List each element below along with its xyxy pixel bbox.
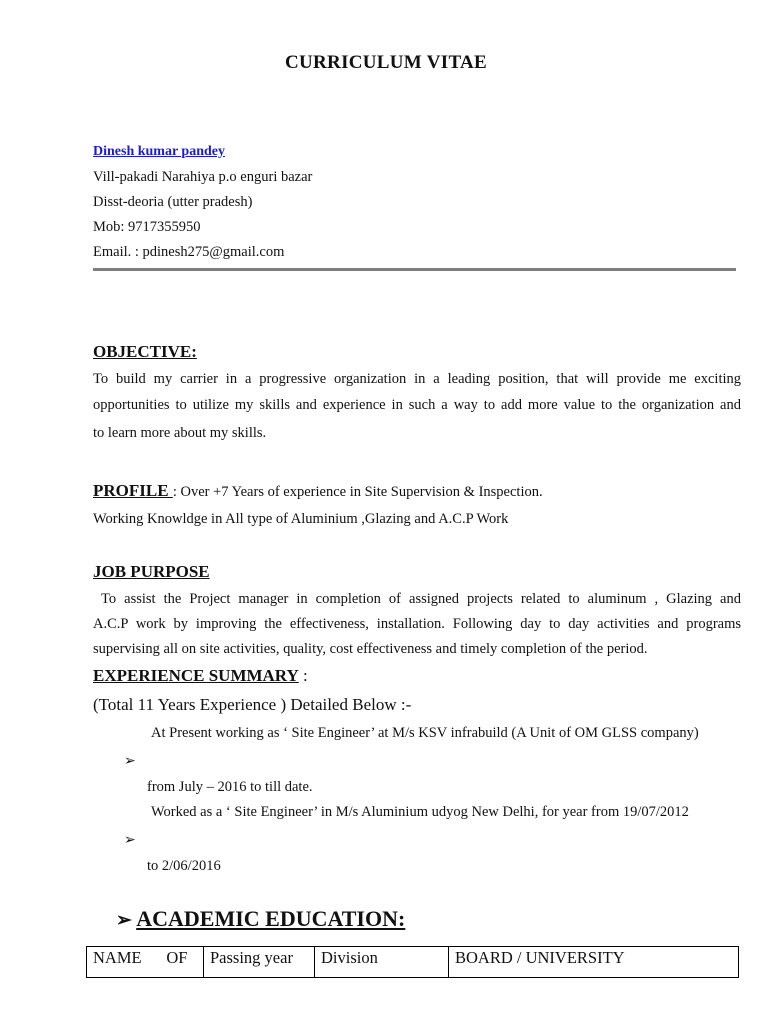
email-address: Email. : pdinesh275@gmail.com xyxy=(93,244,285,260)
objective-line-1: To build my carrier in a progressive organization in a leading position, that will provide me exciting xyxy=(93,371,741,387)
page-title: CURRICULUM VITAE xyxy=(284,52,488,73)
arrow-bullet-icon: ➢ xyxy=(124,754,136,769)
education-table xyxy=(86,946,739,978)
job-purpose-line-3: supervising all on site activities, quality, cost effectiveness and timely completion of the period. xyxy=(93,641,648,657)
objective-line-2: opportunities to utilize my skills and experience in such a way to add more value to the organization and xyxy=(93,397,741,413)
experience-total: (Total 11 Years Experience ) Detailed Below :- xyxy=(93,695,412,714)
job-purpose-heading: JOB PURPOSE xyxy=(93,562,210,581)
experience-item-1-line-2: from July – 2016 to till date. xyxy=(147,779,313,795)
address-line-1: Vill-pakadi Narahiya p.o enguri bazar xyxy=(93,169,313,185)
column-header-name: NAME OF xyxy=(87,947,204,978)
header-divider xyxy=(93,268,736,271)
table-header-row xyxy=(87,947,739,978)
address-line-2: Disst-deoria (utter pradesh) xyxy=(93,194,253,210)
experience-item-1-line-1: At Present working as ‘ Site Engineer’ at M/s KSV infrabuild (A Unit of OM GLSS company) xyxy=(151,725,699,741)
experience-heading-row xyxy=(93,666,308,686)
experience-heading: EXPERIENCE SUMMARY xyxy=(93,666,299,685)
profile-heading: PROFILE xyxy=(93,481,173,500)
column-header-division: Division xyxy=(315,947,449,978)
mobile-number: Mob: 9717355950 xyxy=(93,219,201,235)
objective-heading: OBJECTIVE: xyxy=(93,342,197,361)
experience-item-2-line-2: to 2/06/2016 xyxy=(147,858,221,874)
academic-heading-row xyxy=(116,906,405,932)
objective-line-3: to learn more about my skills. xyxy=(93,425,267,441)
profile-summary: Over +7 Years of experience in Site Supervision & Inspection. xyxy=(180,484,543,500)
candidate-name-link[interactable]: Dinesh kumar pandey xyxy=(93,144,226,159)
profile-detail: Working Knowldge in All type of Aluminium ,Glazing and A.C.P Work xyxy=(93,511,509,527)
column-header-passing-year: Passing year xyxy=(204,947,315,978)
arrow-bullet-icon: ➢ xyxy=(116,910,132,931)
experience-item-2-line-1: Worked as a ‘ Site Engineer’ in M/s Aluminium udyog New Delhi, for year from 19/07/2012 xyxy=(151,804,689,820)
academic-heading: ACADEMIC EDUCATION: xyxy=(136,906,406,931)
profile-line xyxy=(93,481,543,501)
profile-separator: : xyxy=(172,484,181,500)
job-purpose-line-2: A.C.P work by improving the effectiveness, installation. Following day to day activities and programs xyxy=(93,616,741,632)
arrow-bullet-icon: ➢ xyxy=(124,833,136,848)
job-purpose-line-1: To assist the Project manager in completion of assigned projects related to aluminum , Glazing and xyxy=(93,591,741,607)
column-header-board: BOARD / UNIVERSITY xyxy=(449,947,739,978)
experience-separator: : xyxy=(298,666,308,685)
